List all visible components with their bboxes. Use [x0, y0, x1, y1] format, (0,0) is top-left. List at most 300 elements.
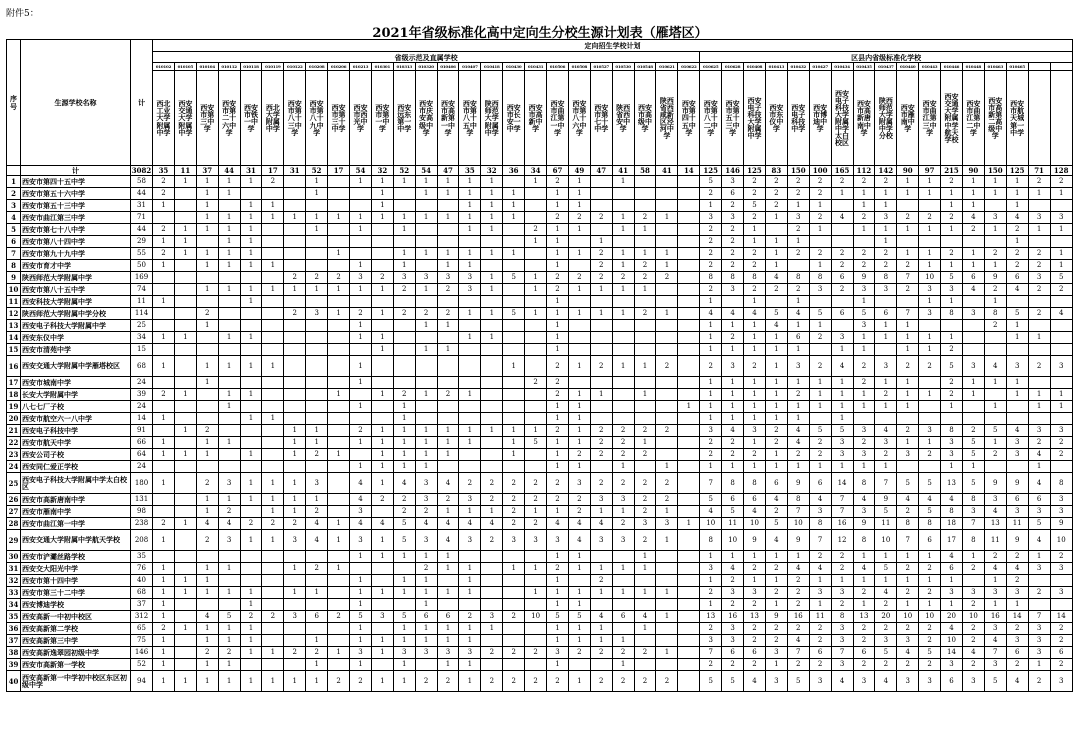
quota-cell: 1: [240, 635, 262, 647]
table-row: [7, 635, 1073, 647]
quota-cell: 10: [919, 611, 941, 623]
source-school-name: 西安市高新第一学校: [21, 659, 131, 671]
quota-cell: 1: [897, 176, 919, 188]
quota-cell: 1: [919, 437, 941, 449]
quota-cell: 1: [1006, 188, 1028, 200]
quota-cell: 1: [634, 356, 656, 377]
quota-cell: 2: [503, 611, 525, 623]
table-row: [7, 389, 1073, 401]
quota-cell: [678, 308, 700, 320]
quota-cell: [328, 320, 350, 332]
quota-cell: 2: [547, 176, 569, 188]
quota-cell: 1: [393, 437, 415, 449]
quota-cell: [590, 659, 612, 671]
quota-cell: 1: [831, 344, 853, 356]
quota-cell: 2: [634, 212, 656, 224]
quota-cell: 1: [547, 575, 569, 587]
quota-cell: [371, 413, 393, 425]
totals-index: [7, 166, 21, 176]
quota-cell: 13: [853, 611, 875, 623]
quota-cell: 1: [393, 260, 415, 272]
quota-cell: 1: [284, 437, 306, 449]
target-school-name: 西安市第七十中学: [590, 71, 612, 166]
row-index: 34: [7, 599, 21, 611]
quota-cell: 4: [1006, 425, 1028, 437]
quota-cell: 1: [568, 623, 590, 635]
quota-cell: 3: [437, 272, 459, 284]
quota-cell: [634, 176, 656, 188]
quota-cell: 1: [350, 659, 372, 671]
quota-cell: [612, 599, 634, 611]
quota-cell: 4: [941, 494, 963, 506]
quota-cell: [525, 260, 547, 272]
quota-cell: 2: [328, 671, 350, 692]
quota-cell: [459, 461, 481, 473]
quota-cell: 2: [634, 671, 656, 692]
quota-cell: 8: [962, 494, 984, 506]
quota-cell: 1: [656, 587, 678, 599]
quota-cell: [1028, 377, 1050, 389]
row-total: 44: [131, 224, 153, 236]
target-code: 010206: [328, 63, 350, 71]
quota-cell: [525, 401, 547, 413]
target-school-name: 西安市第四十五中学: [678, 71, 700, 166]
quota-cell: 2: [1006, 623, 1028, 635]
quota-cell: 1: [941, 296, 963, 308]
quota-cell: 1: [218, 212, 240, 224]
quota-cell: 1: [328, 647, 350, 659]
quota-cell: 1: [875, 200, 897, 212]
quota-cell: 1: [262, 356, 284, 377]
quota-cell: 1: [393, 671, 415, 692]
quota-cell: 1: [174, 224, 196, 236]
row-index: 35: [7, 611, 21, 623]
quota-cell: [634, 377, 656, 389]
quota-cell: [196, 272, 218, 284]
row-total: 94: [131, 671, 153, 692]
quota-cell: 1: [875, 332, 897, 344]
quota-cell: 1: [612, 308, 634, 320]
quota-cell: 2: [437, 284, 459, 296]
row-index: 30: [7, 551, 21, 563]
quota-cell: 3: [700, 212, 722, 224]
quota-cell: 4: [437, 530, 459, 551]
quota-cell: 10: [525, 611, 547, 623]
target-school-name: 西安市第八十三中学: [284, 71, 306, 166]
quota-cell: 2: [590, 425, 612, 437]
quota-cell: 1: [196, 176, 218, 188]
quota-cell: 5: [984, 425, 1006, 437]
quota-cell: 1: [722, 551, 744, 563]
totals-cell: 32: [481, 166, 503, 176]
quota-cell: [831, 236, 853, 248]
table-row: [7, 494, 1073, 506]
quota-cell: 4: [787, 635, 809, 647]
quota-cell: 2: [503, 473, 525, 494]
quota-cell: 2: [306, 647, 328, 659]
quota-cell: 1: [350, 332, 372, 344]
quota-cell: 1: [371, 308, 393, 320]
quota-cell: [262, 599, 284, 611]
source-school-name: 西安市第十四中学: [21, 575, 131, 587]
quota-cell: 2: [809, 449, 831, 461]
quota-cell: 1: [831, 188, 853, 200]
quota-cell: 6: [1006, 647, 1028, 659]
quota-cell: 2: [744, 176, 766, 188]
quota-cell: 2: [590, 575, 612, 587]
quota-cell: 1: [196, 563, 218, 575]
quota-cell: 1: [744, 413, 766, 425]
quota-cell: 3: [1028, 272, 1050, 284]
quota-cell: 1: [503, 188, 525, 200]
quota-cell: 2: [919, 356, 941, 377]
quota-cell: [481, 587, 503, 599]
quota-cell: 1: [218, 260, 240, 272]
quota-cell: 1: [284, 563, 306, 575]
quota-cell: [503, 320, 525, 332]
quota-cell: [678, 377, 700, 389]
quota-cell: 1: [437, 176, 459, 188]
quota-cell: [393, 236, 415, 248]
quota-cell: 1: [962, 551, 984, 563]
quota-cell: 2: [525, 647, 547, 659]
quota-cell: 3: [1050, 494, 1072, 506]
quota-cell: [568, 320, 590, 332]
row-index: 32: [7, 575, 21, 587]
quota-cell: 5: [568, 611, 590, 623]
header-index: 序号: [7, 40, 21, 166]
quota-cell: 2: [634, 425, 656, 437]
quota-cell: [284, 599, 306, 611]
quota-cell: 2: [612, 437, 634, 449]
quota-cell: 1: [415, 320, 437, 332]
row-index: 1: [7, 176, 21, 188]
quota-cell: 1: [568, 308, 590, 320]
target-code: 010119: [262, 63, 284, 71]
table-row: [7, 473, 1073, 494]
quota-cell: [174, 494, 196, 506]
quota-cell: 3: [875, 212, 897, 224]
quota-cell: 1: [284, 494, 306, 506]
quota-cell: 1: [962, 248, 984, 260]
quota-cell: 2: [765, 284, 787, 296]
quota-cell: [240, 344, 262, 356]
quota-cell: [262, 623, 284, 635]
quota-cell: 1: [153, 473, 175, 494]
quota-cell: 3: [722, 587, 744, 599]
quota-cell: 2: [1050, 623, 1072, 635]
source-school-name: 西安市航空六一八中学: [21, 413, 131, 425]
quota-cell: [174, 200, 196, 212]
quota-cell: 1: [437, 344, 459, 356]
row-index: 6: [7, 236, 21, 248]
quota-cell: [240, 551, 262, 563]
quota-cell: 1: [919, 599, 941, 611]
quota-cell: 3: [700, 635, 722, 647]
quota-cell: 1: [787, 551, 809, 563]
quota-cell: [503, 599, 525, 611]
quota-cell: 2: [853, 356, 875, 377]
quota-cell: 3: [787, 356, 809, 377]
quota-cell: 1: [153, 575, 175, 587]
target-code: 010548: [634, 63, 656, 71]
quota-cell: 1: [153, 563, 175, 575]
quota-cell: [218, 296, 240, 308]
quota-cell: 4: [1006, 563, 1028, 575]
table-row: [7, 212, 1073, 224]
quota-cell: 3: [284, 611, 306, 623]
quota-cell: 2: [897, 623, 919, 635]
quota-cell: 1: [941, 401, 963, 413]
quota-cell: [568, 377, 590, 389]
quota-cell: 1: [459, 260, 481, 272]
target-code: 010448: [962, 63, 984, 71]
quota-cell: 2: [306, 449, 328, 461]
quota-cell: 14: [1050, 611, 1072, 623]
quota-cell: [262, 401, 284, 413]
quota-cell: [962, 332, 984, 344]
table-row: [7, 236, 1073, 248]
quota-cell: [174, 413, 196, 425]
quota-cell: 1: [153, 260, 175, 272]
quota-cell: 1: [328, 308, 350, 320]
quota-cell: 1: [700, 599, 722, 611]
quota-cell: [481, 236, 503, 248]
quota-cell: [678, 449, 700, 461]
quota-cell: 2: [568, 494, 590, 506]
source-school-name: 西安高新第一中学初中校区东区初级中学: [21, 671, 131, 692]
quota-cell: [656, 413, 678, 425]
quota-cell: 1: [459, 425, 481, 437]
totals-cell: 54: [350, 166, 372, 176]
quota-cell: 1: [481, 212, 503, 224]
quota-cell: 1: [590, 563, 612, 575]
quota-cell: 1: [919, 344, 941, 356]
quota-cell: [196, 296, 218, 308]
quota-cell: [634, 320, 656, 332]
quota-cell: 1: [1028, 401, 1050, 413]
quota-cell: 4: [787, 425, 809, 437]
quota-cell: 2: [1050, 176, 1072, 188]
quota-cell: 5: [919, 647, 941, 659]
quota-cell: [1006, 296, 1028, 308]
quota-cell: 2: [1028, 176, 1050, 188]
quota-cell: [525, 635, 547, 647]
quota-cell: 1: [678, 518, 700, 530]
quota-cell: [678, 413, 700, 425]
quota-cell: 6: [437, 611, 459, 623]
quota-cell: 1: [919, 389, 941, 401]
quota-cell: [459, 413, 481, 425]
quota-cell: [174, 599, 196, 611]
row-index: 17: [7, 377, 21, 389]
quota-cell: 3: [984, 587, 1006, 599]
quota-cell: [612, 188, 634, 200]
quota-cell: 3: [984, 623, 1006, 635]
quota-cell: [284, 401, 306, 413]
quota-cell: [371, 599, 393, 611]
quota-cell: 3: [831, 437, 853, 449]
quota-cell: [350, 296, 372, 308]
quota-cell: [612, 623, 634, 635]
quota-cell: 1: [612, 224, 634, 236]
quota-cell: [393, 377, 415, 389]
quota-cell: 2: [503, 494, 525, 506]
quota-cell: [875, 413, 897, 425]
quota-cell: 1: [853, 188, 875, 200]
row-total: 180: [131, 473, 153, 494]
quota-cell: [678, 575, 700, 587]
quota-cell: [196, 332, 218, 344]
target-code: 010418: [481, 63, 503, 71]
quota-cell: [284, 320, 306, 332]
row-index: 27: [7, 506, 21, 518]
quota-cell: 3: [568, 473, 590, 494]
quota-cell: 1: [897, 551, 919, 563]
quota-cell: [306, 401, 328, 413]
quota-cell: 2: [481, 473, 503, 494]
target-school-name: 陕西省西咸新区泾河中学: [656, 71, 678, 166]
quota-cell: 1: [1006, 389, 1028, 401]
source-school-name: 西安市航天中学: [21, 437, 131, 449]
quota-cell: [568, 260, 590, 272]
quota-cell: 2: [634, 494, 656, 506]
quota-cell: 2: [1028, 356, 1050, 377]
quota-cell: 1: [240, 224, 262, 236]
quota-cell: [656, 599, 678, 611]
quota-cell: 1: [744, 401, 766, 413]
quota-cell: 2: [919, 635, 941, 647]
quota-cell: 2: [919, 587, 941, 599]
quota-cell: 1: [1006, 176, 1028, 188]
quota-cell: 2: [612, 473, 634, 494]
quota-cell: 7: [831, 506, 853, 518]
row-total: 98: [131, 506, 153, 518]
quota-cell: [371, 506, 393, 518]
quota-cell: [1028, 575, 1050, 587]
quota-cell: [153, 212, 175, 224]
quota-cell: 1: [941, 224, 963, 236]
target-school-name: 西安交通大学附属中学: [174, 71, 196, 166]
quota-cell: [393, 320, 415, 332]
quota-cell: 1: [547, 296, 569, 308]
quota-cell: 1: [765, 212, 787, 224]
target-code: 010208: [306, 63, 328, 71]
quota-cell: 5: [722, 506, 744, 518]
quota-cell: 1: [875, 188, 897, 200]
quota-cell: 1: [656, 506, 678, 518]
quota-cell: 1: [481, 623, 503, 635]
quota-cell: 3: [350, 506, 372, 518]
quota-cell: [568, 236, 590, 248]
quota-cell: 1: [262, 260, 284, 272]
quota-cell: [656, 623, 678, 635]
table-row: [7, 224, 1073, 236]
quota-cell: 1: [459, 176, 481, 188]
quota-cell: 4: [787, 437, 809, 449]
row-total: 11: [131, 296, 153, 308]
target-code: 010465: [1006, 63, 1028, 71]
quota-cell: 1: [218, 494, 240, 506]
quota-cell: 3: [941, 449, 963, 461]
quota-cell: 1: [1050, 248, 1072, 260]
quota-cell: [612, 401, 634, 413]
quota-cell: 1: [875, 551, 897, 563]
quota-cell: 8: [941, 308, 963, 320]
quota-cell: [174, 506, 196, 518]
quota-cell: [1028, 599, 1050, 611]
quota-cell: 1: [590, 389, 612, 401]
quota-cell: 4: [875, 587, 897, 599]
quota-cell: 5: [919, 506, 941, 518]
quota-cell: 1: [897, 377, 919, 389]
quota-cell: 1: [634, 437, 656, 449]
quota-cell: 1: [350, 623, 372, 635]
quota-cell: 1: [371, 212, 393, 224]
quota-cell: 1: [809, 401, 831, 413]
quota-cell: 8: [809, 272, 831, 284]
quota-cell: 1: [218, 332, 240, 344]
quota-cell: 1: [371, 425, 393, 437]
quota-cell: 4: [1006, 671, 1028, 692]
quota-cell: 4: [634, 611, 656, 623]
quota-cell: 4: [875, 671, 897, 692]
row-index: 13: [7, 320, 21, 332]
quota-cell: [262, 659, 284, 671]
quota-cell: 4: [853, 563, 875, 575]
quota-cell: 1: [590, 635, 612, 647]
quota-cell: 3: [962, 587, 984, 599]
quota-cell: 2: [765, 623, 787, 635]
quota-cell: [459, 320, 481, 332]
quota-cell: 2: [831, 551, 853, 563]
quota-cell: 5: [722, 671, 744, 692]
quota-cell: 9: [1006, 473, 1028, 494]
table-row: [7, 260, 1073, 272]
quota-cell: 1: [153, 647, 175, 659]
quota-cell: [481, 413, 503, 425]
quota-cell: 1: [744, 437, 766, 449]
quota-cell: 1: [503, 212, 525, 224]
quota-cell: 2: [590, 212, 612, 224]
quota-cell: [174, 344, 196, 356]
quota-cell: 6: [941, 563, 963, 575]
quota-cell: 2: [306, 506, 328, 518]
quota-cell: 1: [612, 356, 634, 377]
quota-cell: 2: [897, 212, 919, 224]
quota-cell: 1: [612, 212, 634, 224]
quota-cell: 4: [1050, 308, 1072, 320]
quota-cell: 2: [590, 473, 612, 494]
quota-cell: 1: [437, 659, 459, 671]
quota-cell: 1: [328, 389, 350, 401]
quota-cell: 1: [196, 635, 218, 647]
quota-cell: [678, 551, 700, 563]
quota-cell: [240, 506, 262, 518]
quota-cell: [459, 449, 481, 461]
quota-cell: 3: [722, 623, 744, 635]
quota-cell: 1: [284, 506, 306, 518]
target-code: 010622: [678, 63, 700, 71]
quota-cell: [153, 272, 175, 284]
quota-cell: 1: [503, 449, 525, 461]
row-total: 55: [131, 248, 153, 260]
quota-cell: [984, 413, 1006, 425]
quota-cell: [656, 437, 678, 449]
quota-cell: 1: [240, 623, 262, 635]
quota-cell: [262, 389, 284, 401]
quota-cell: [787, 260, 809, 272]
